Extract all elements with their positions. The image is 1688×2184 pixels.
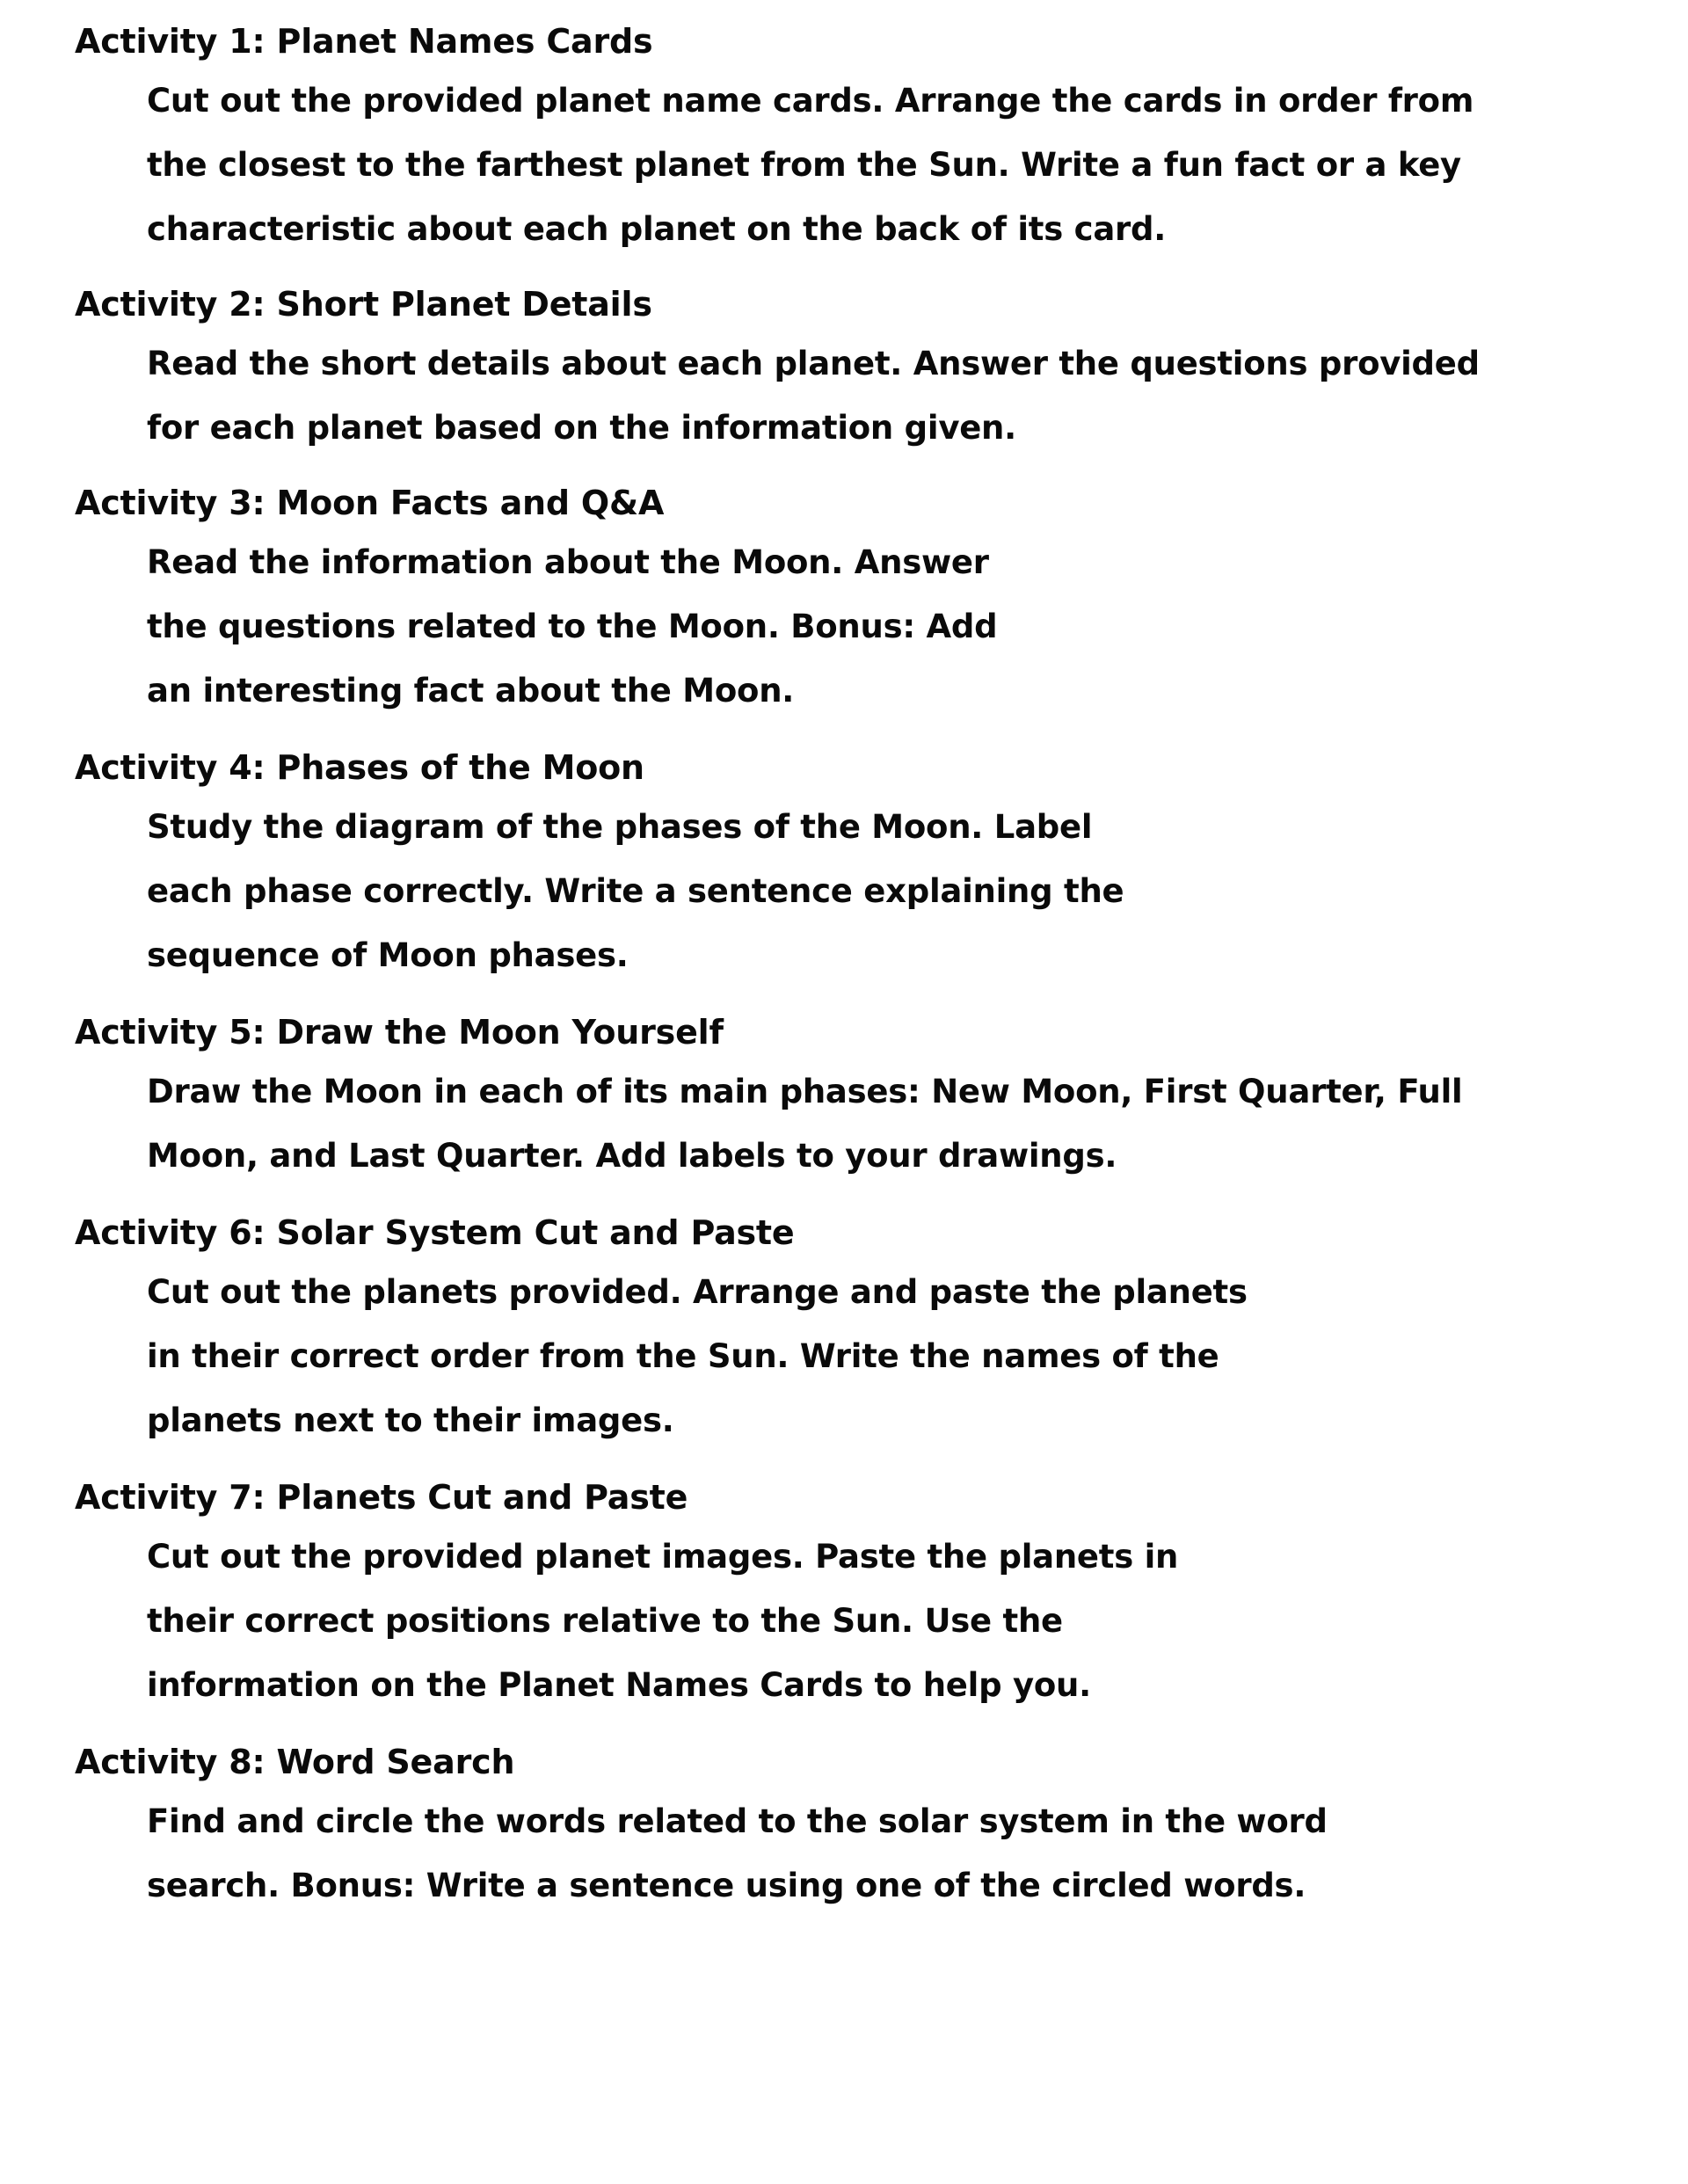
activity-block-2	[0, 277, 1688, 460]
activity-6-heading: Activity 6: Solar System Cut and Paste	[75, 1213, 795, 1252]
activity-1-line-3: characteristic about each planet on the back of its card.	[147, 210, 1167, 248]
activity-1-line-1: Cut out the provided planet name cards. Arrange the cards in order from	[147, 82, 1474, 120]
activity-2-heading: Activity 2: Short Planet Details	[75, 285, 652, 324]
activity-1-line-2: the closest to the farthest planet from the Sun. Write a fun fact or a key	[147, 146, 1461, 184]
activity-2-instructions	[147, 331, 1688, 460]
activity-5-heading: Activity 5: Draw the Moon Yourself	[75, 1013, 724, 1052]
activity-8-line-1: Find and circle the words related to the solar system in the word	[147, 1802, 1328, 1840]
activity-3-line-3: an interesting fact about the Moon.	[147, 672, 795, 710]
activity-6-line-3: planets next to their images.	[147, 1401, 674, 1439]
activity-4-line-3: sequence of Moon phases.	[147, 936, 629, 974]
activity-3-heading: Activity 3: Moon Facts and Q&A	[75, 484, 665, 522]
activity-1-heading: Activity 1: Planet Names Cards	[75, 22, 653, 61]
activity-7-heading: Activity 7: Planets Cut and Paste	[75, 1478, 688, 1517]
activity-7-line-3: information on the Planet Names Cards to help you.	[147, 1666, 1091, 1704]
activity-5-line-1: Draw the Moon in each of its main phases: New Moon, First Quarter, Full	[147, 1073, 1463, 1110]
activity-7-instructions	[147, 1525, 1688, 1717]
activity-3-instructions	[147, 530, 1688, 723]
activity-5-line-2: Moon, and Last Quarter. Add labels to your drawings.	[147, 1137, 1117, 1175]
activity-7-line-1: Cut out the provided planet images. Paste the planets in	[147, 1538, 1179, 1576]
activity-1-instructions	[147, 69, 1688, 261]
activity-8-heading: Activity 8: Word Search	[75, 1743, 515, 1781]
activity-block-4	[0, 740, 1688, 987]
activity-block-5	[0, 1005, 1688, 1188]
activity-2-line-1: Read the short details about each planet. Answer the questions provided	[147, 345, 1480, 382]
activity-8-instructions	[147, 1789, 1688, 1918]
activity-5-instructions	[147, 1059, 1688, 1188]
activity-8-line-2: search. Bonus: Write a sentence using one of the circled words.	[147, 1867, 1306, 1904]
activity-3-line-1: Read the information about the Moon. Answer	[147, 543, 989, 581]
activity-block-3	[0, 476, 1688, 723]
activity-block-6	[0, 1205, 1688, 1452]
activity-6-line-1: Cut out the planets provided. Arrange and paste the planets	[147, 1273, 1248, 1311]
activity-4-line-1: Study the diagram of the phases of the Moon. Label	[147, 808, 1093, 846]
activity-block-8	[0, 1735, 1688, 1918]
activity-3-line-2: the questions related to the Moon. Bonus: Add	[147, 608, 998, 645]
activity-block-7	[0, 1470, 1688, 1717]
activity-2-line-2: for each planet based on the information given.	[147, 409, 1016, 447]
activity-6-line-2: in their correct order from the Sun. Write the names of the	[147, 1337, 1219, 1375]
activity-block-1	[0, 14, 1688, 261]
activity-4-line-2: each phase correctly. Write a sentence explaining the	[147, 872, 1124, 910]
activity-4-instructions	[147, 795, 1688, 987]
activity-7-line-2: their correct positions relative to the Sun. Use the	[147, 1602, 1063, 1640]
activity-6-instructions	[147, 1260, 1688, 1452]
activity-4-heading: Activity 4: Phases of the Moon	[75, 748, 644, 787]
